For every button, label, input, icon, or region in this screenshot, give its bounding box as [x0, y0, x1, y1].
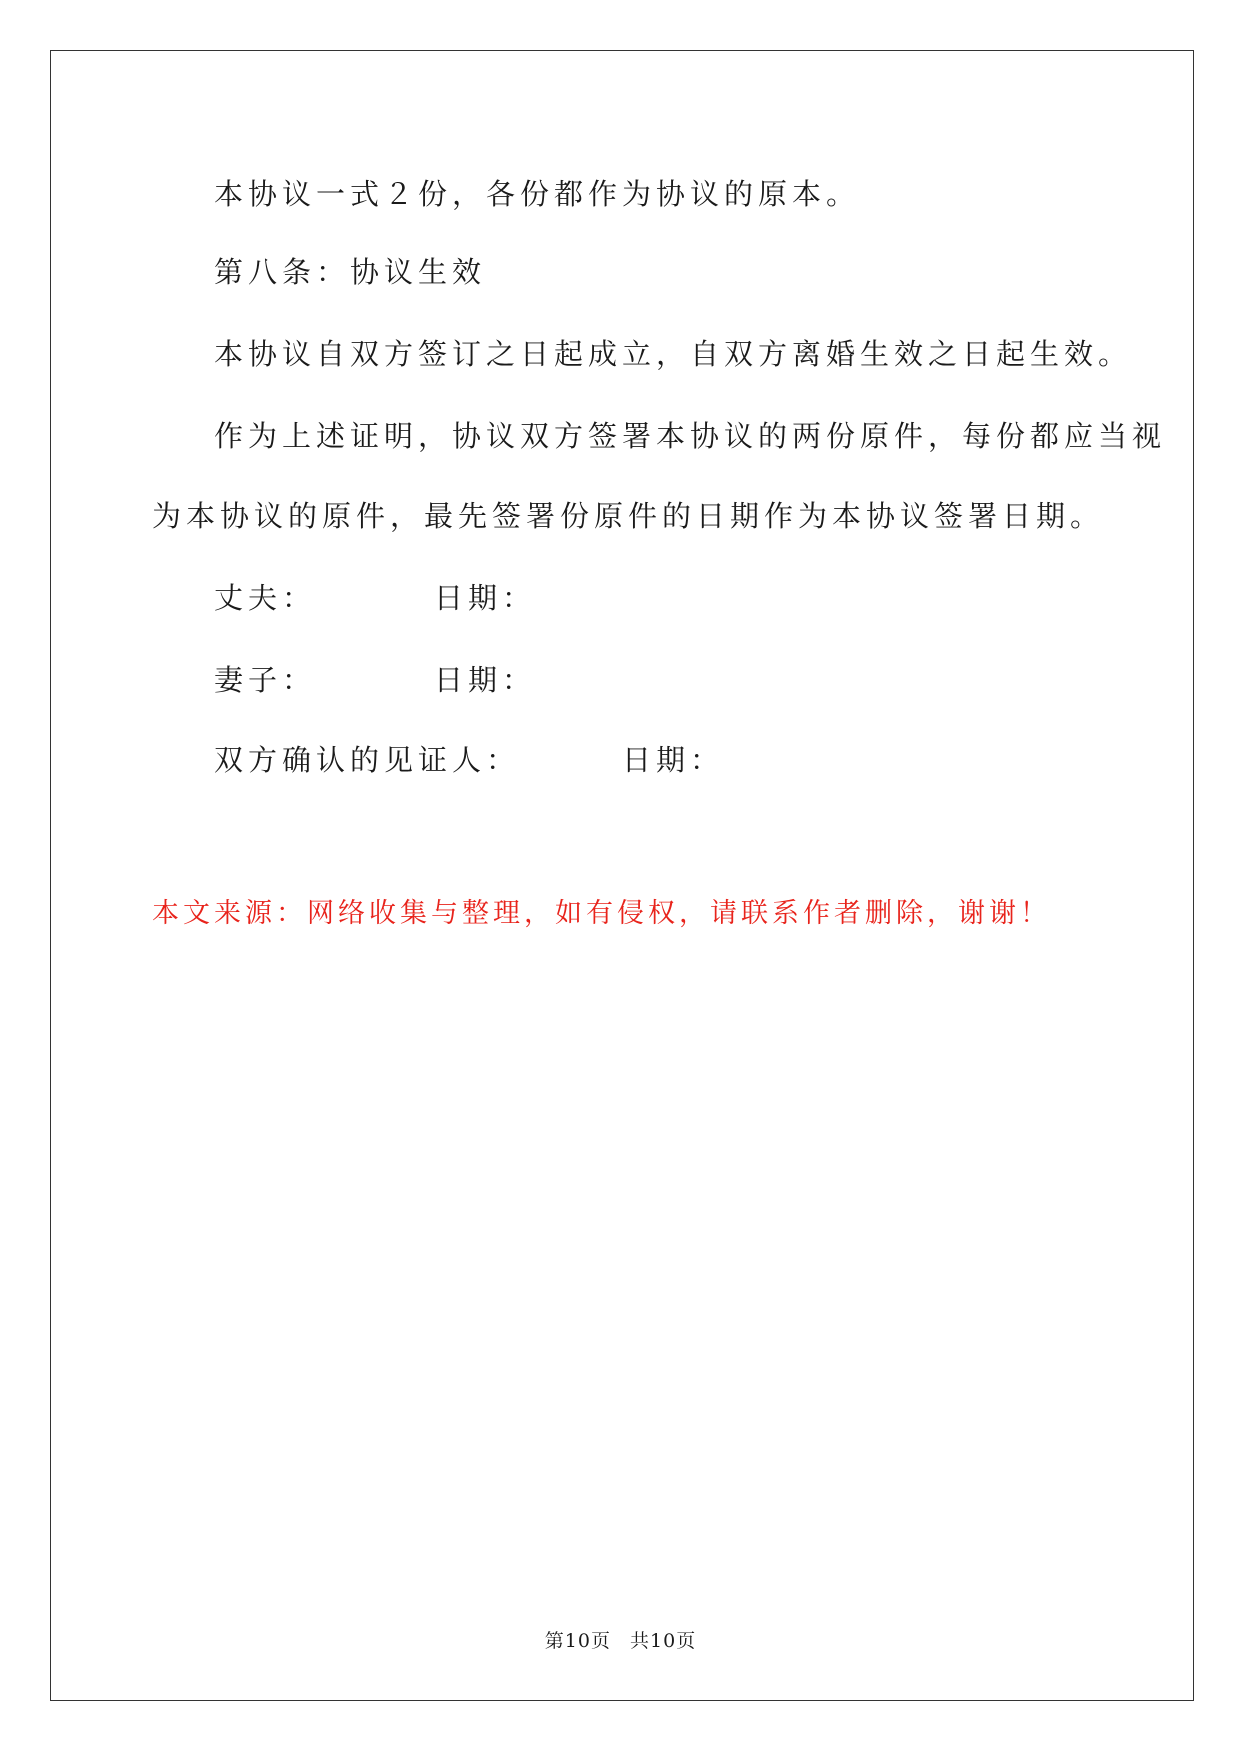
current-page-number: 第10页 [544, 1630, 611, 1652]
wife-label: 妻子： [214, 663, 317, 697]
total-page-count: 共10页 [630, 1630, 697, 1652]
paragraph-copies: 本协议一式２份，各份都作为协议的原本。 [214, 177, 861, 211]
paragraph-witness-line-1: 作为上述证明，协议双方签署本协议的两份原件，每份都应当视 [214, 419, 1167, 453]
husband-label: 丈夫： [214, 581, 317, 615]
article-eight-heading: 第八条：协议生效 [214, 255, 487, 289]
wife-date-label: 日期： [434, 663, 537, 697]
page-border [50, 50, 1194, 1701]
witness-date-label: 日期： [622, 743, 725, 777]
page-footer [0, 1632, 1241, 1651]
witness-label: 双方确认的见证人： [214, 743, 521, 777]
husband-date-label: 日期： [434, 581, 537, 615]
paragraph-effective: 本协议自双方签订之日起成立，自双方离婚生效之日起生效。 [214, 337, 1133, 371]
paragraph-witness-line-2: 为本协议的原件，最先签署份原件的日期作为本协议签署日期。 [152, 499, 1105, 533]
source-note: 本文来源：网络收集与整理，如有侵权，请联系作者删除，谢谢！ [152, 898, 1051, 929]
